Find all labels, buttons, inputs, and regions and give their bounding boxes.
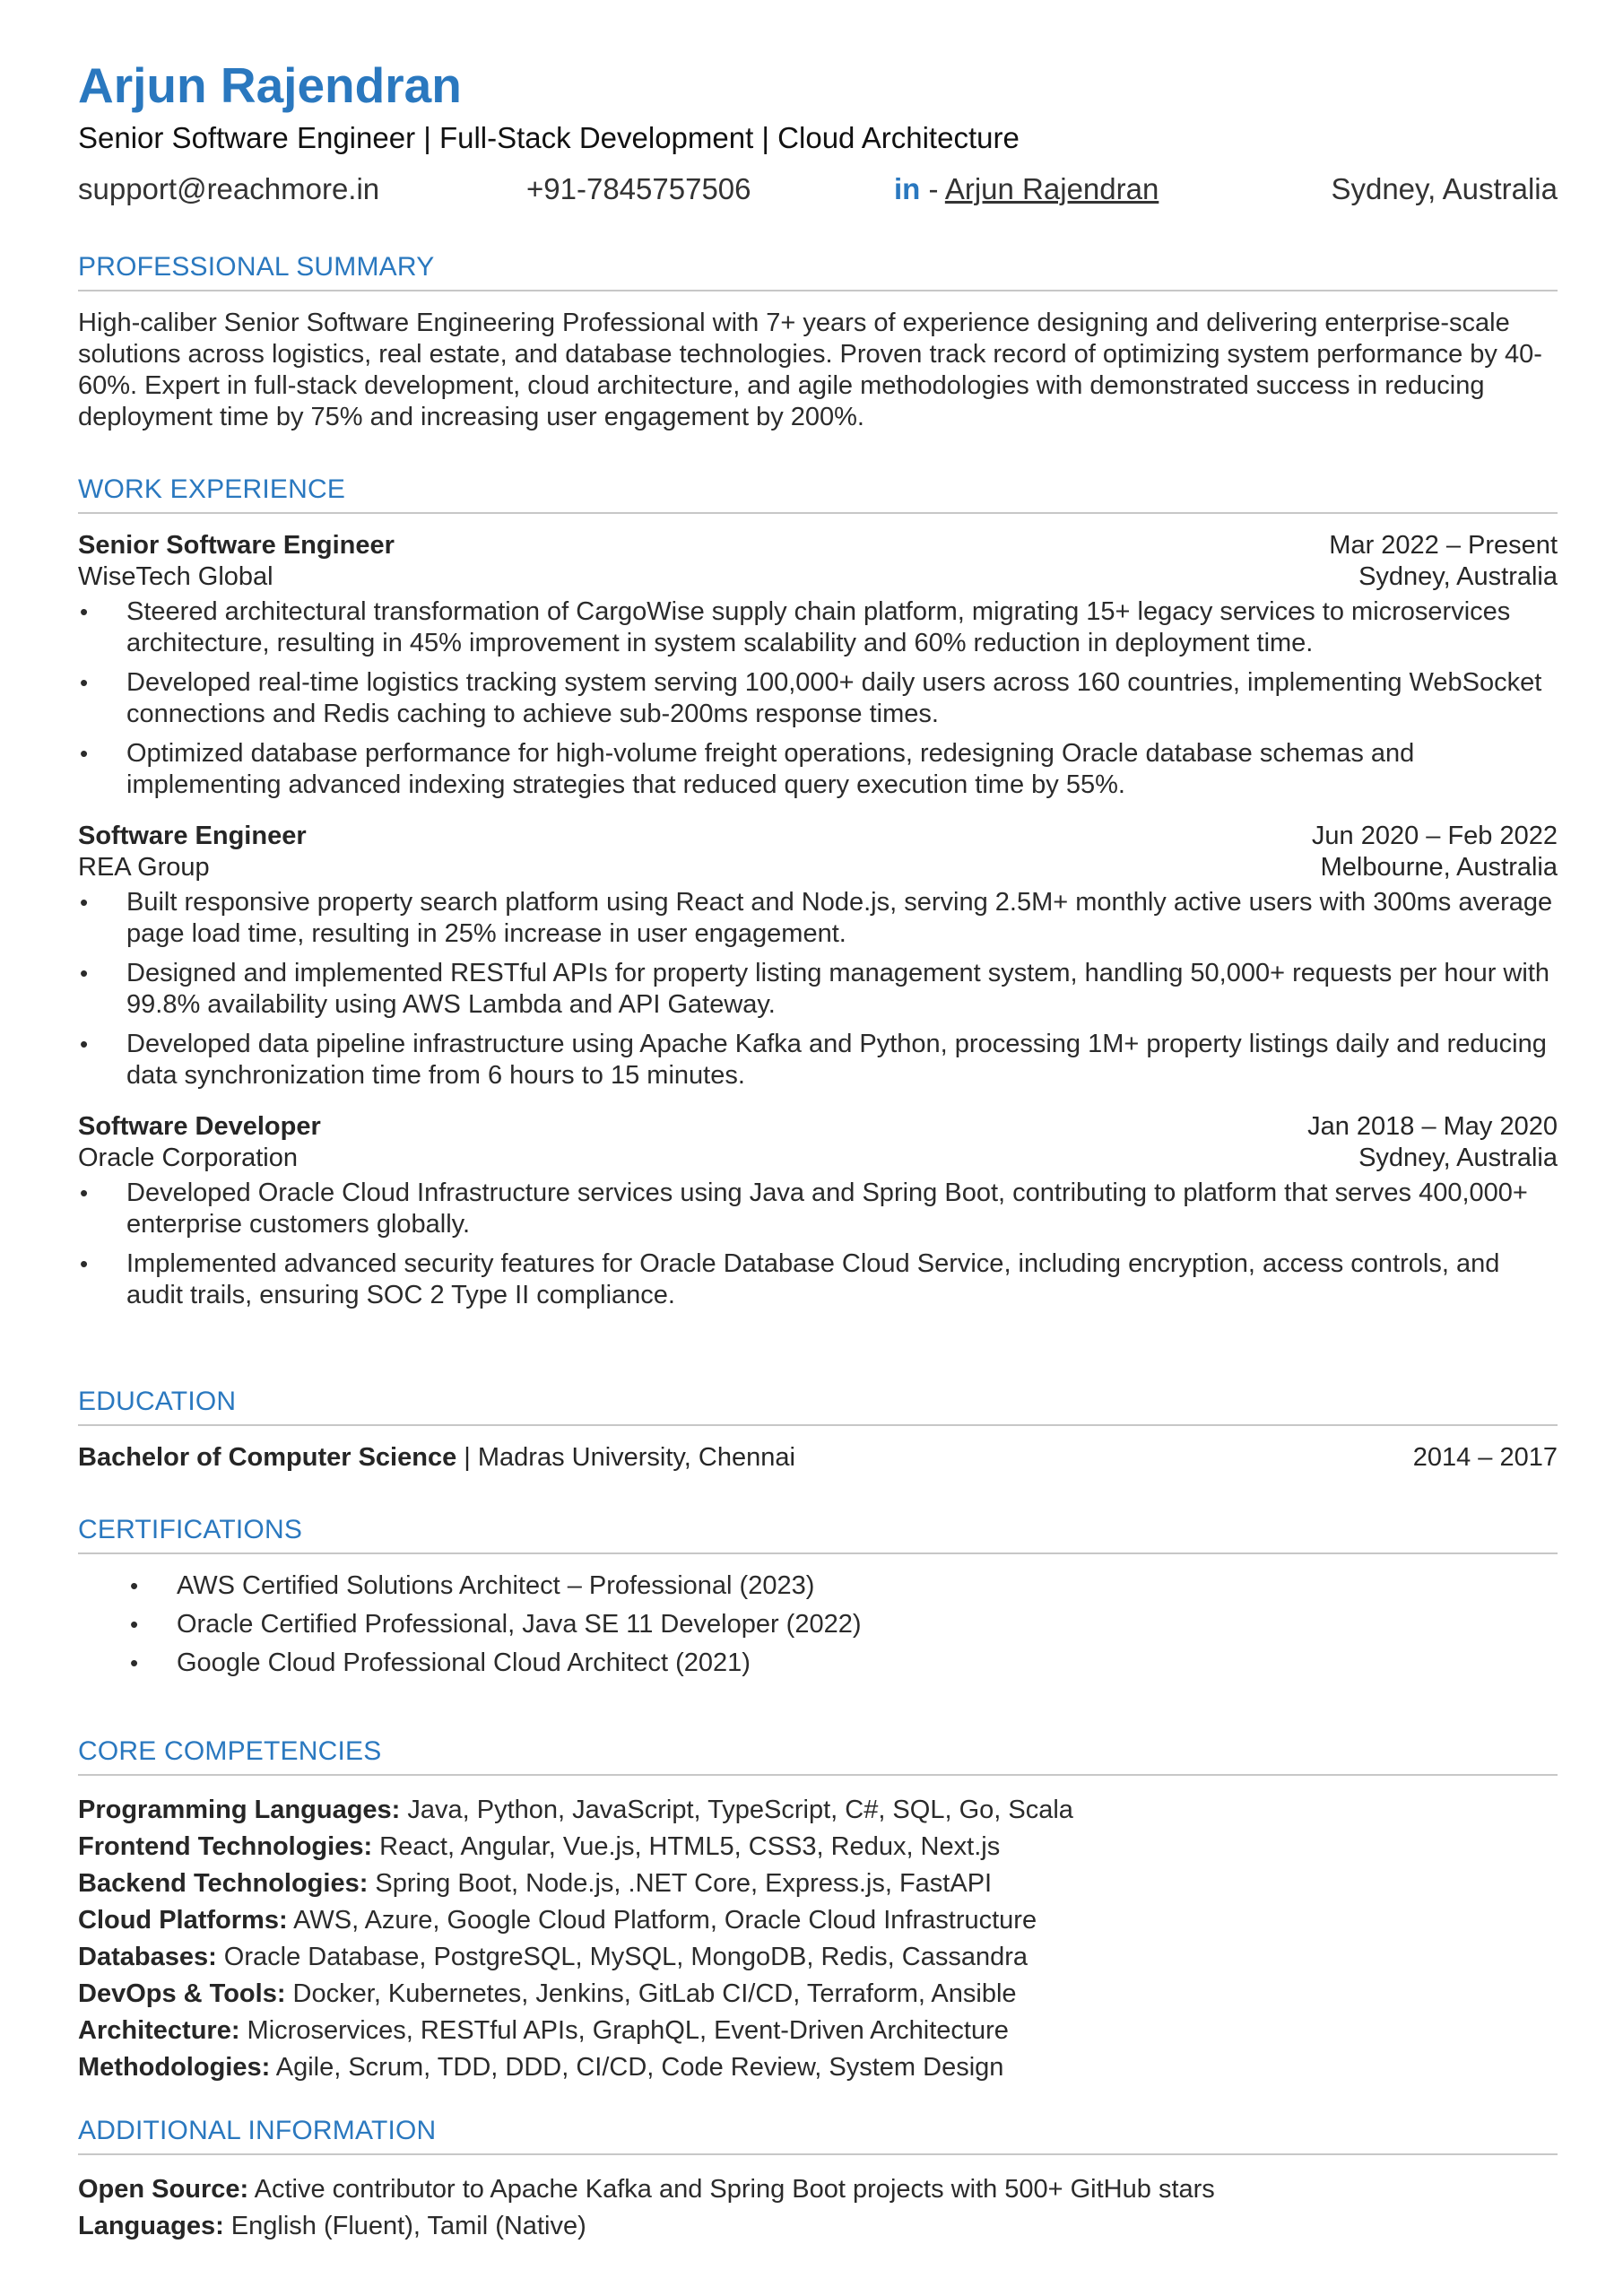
email-link[interactable]: support@reachmore.in <box>78 171 380 205</box>
additional-label: Languages: <box>78 2212 224 2240</box>
competency-value: Java, Python, JavaScript, TypeScript, C#, SQL, Go, Scala <box>400 1796 1073 1824</box>
summary-heading: PROFESSIONAL SUMMARY <box>78 254 1558 291</box>
competency-row <box>78 1792 1558 1829</box>
additional-value: English (Fluent), Tamil (Native) <box>223 2212 586 2240</box>
candidate-subtitle: Senior Software Engineer | Full-Stack Development | Cloud Architecture <box>78 121 1020 154</box>
job-bullet: • Built responsive property search platform using React and Node.js, serving 2.5M+ monthly active users with 300ms average page load time, resulting in 25% increase in user engagement. <box>78 887 1558 950</box>
job-entry <box>78 821 1558 1091</box>
job-bullets <box>78 596 1558 801</box>
additional-section <box>78 2118 1558 2245</box>
certifications-list <box>78 1570 1558 1679</box>
competency-value: Docker, Kubernetes, Jenkins, GitLab CI/CD, Terraform, Ansible <box>285 1979 1017 2008</box>
competency-row <box>78 1866 1558 1902</box>
competency-row <box>78 1829 1558 1866</box>
linkedin-icon: in <box>894 171 921 205</box>
candidate-name: Arjun Rajendran <box>78 57 462 113</box>
job-location: Melbourne, Australia <box>1320 853 1558 882</box>
job-company: WiseTech Global <box>78 562 273 591</box>
competency-value: Oracle Database, PostgreSQL, MySQL, MongoDB, Redis, Cassandra <box>216 1943 1028 1971</box>
degree-name: Bachelor of Computer Science <box>78 1443 457 1472</box>
job-company: Oracle Corporation <box>78 1144 298 1172</box>
competencies-heading: CORE COMPETENCIES <box>78 1738 1558 1776</box>
competency-value: Spring Boot, Node.js, .NET Core, Express.js, FastAPI <box>368 1869 993 1898</box>
linkedin-link[interactable]: Arjun Rajendran <box>944 171 1159 205</box>
certification-item: • AWS Certified Solutions Architect – Professional (2023) <box>78 1570 1558 1602</box>
additional-heading: ADDITIONAL INFORMATION <box>78 2118 1558 2155</box>
experience-heading: WORK EXPERIENCE <box>78 476 1558 514</box>
competency-row <box>78 1939 1558 1976</box>
competency-value: Microservices, RESTful APIs, GraphQL, Event-Driven Architecture <box>239 2016 1009 2045</box>
competency-value: AWS, Azure, Google Cloud Platform, Oracle Cloud Infrastructure <box>287 1906 1037 1935</box>
competency-label: Architecture: <box>78 2016 240 2045</box>
job-bullets <box>78 1178 1558 1311</box>
job-title: Software Engineer <box>78 822 307 850</box>
additional-label: Open Source: <box>78 2175 249 2204</box>
job-bullet: • Steered architectural transformation of CargoWise supply chain platform, migrating 15+ legacy services to microservices architecture, resulting in 45% improvement in system scalability and 60% reduction in deployment time. <box>78 596 1558 659</box>
experience-section <box>78 476 1558 1331</box>
job-bullet: • Developed data pipeline infrastructure using Apache Kafka and Python, processing 1M+ property listings daily and reducing data synchronization time from 6 hours to 15 minutes. <box>78 1029 1558 1091</box>
competency-label: Frontend Technologies: <box>78 1832 373 1861</box>
additional-row <box>78 2171 1558 2208</box>
job-bullet: • Developed real-time logistics tracking system serving 100,000+ daily users across 160 countries, implementing WebSocket connections and Redis caching to achieve sub-200ms response times. <box>78 667 1558 730</box>
contact-bar <box>78 172 1558 212</box>
degree-separator: | <box>456 1443 478 1472</box>
job-dates: Jun 2020 – Feb 2022 <box>1311 822 1558 850</box>
job-location: Sydney, Australia <box>1358 562 1558 591</box>
candidate-location: Sydney, Australia <box>1331 171 1558 205</box>
competencies-list <box>78 1792 1558 2086</box>
competency-value: Agile, Scrum, TDD, DDD, CI/CD, Code Review, System Design <box>270 2053 1004 2082</box>
competency-row <box>78 1976 1558 2013</box>
summary-section <box>78 254 1558 433</box>
job-bullet: • Optimized database performance for high-volume freight operations, redesigning Oracle database schemas and implementing advanced indexing strategies that reduced query execution time by 55%. <box>78 738 1558 801</box>
summary-text: High-caliber Senior Software Engineering Professional with 7+ years of experience designing and delivering enterprise-scale solutions across logistics, real estate, and database technologies. Proven track record of optimizing system performance by 40-60%. Expert in full-stack development, cloud architecture, and agile methodologies with demonstrated success in reducing deployment time by 75% and increasing user engagement by 200%. <box>78 309 1542 431</box>
job-title: Senior Software Engineer <box>78 531 395 560</box>
competency-label: Methodologies: <box>78 2053 271 2082</box>
competency-row <box>78 2049 1558 2086</box>
job-bullet: • Designed and implemented RESTful APIs for property listing management system, handling 50,000+ requests per hour with 99.8% availability using AWS Lambda and API Gateway. <box>78 958 1558 1021</box>
competency-label: Cloud Platforms: <box>78 1906 288 1935</box>
certification-item: • Google Cloud Professional Cloud Architect (2021) <box>78 1648 1558 1679</box>
certifications-heading: CERTIFICATIONS <box>78 1517 1558 1554</box>
competency-value: React, Angular, Vue.js, HTML5, CSS3, Redux, Next.js <box>372 1832 1001 1861</box>
competency-label: DevOps & Tools: <box>78 1979 286 2008</box>
job-entry <box>78 1111 1558 1311</box>
certification-item: • Oracle Certified Professional, Java SE 11 Developer (2022) <box>78 1609 1558 1640</box>
education-section <box>78 1388 1558 1474</box>
job-bullet: • Implemented advanced security features for Oracle Database Cloud Service, including encryption, access controls, and audit trails, ensuring SOC 2 Type II compliance. <box>78 1248 1558 1311</box>
competency-label: Databases: <box>78 1943 217 1971</box>
job-entry <box>78 530 1558 801</box>
resume-page <box>78 57 1558 2240</box>
resume-header <box>78 57 1558 212</box>
education-heading: EDUCATION <box>78 1388 1558 1426</box>
additional-row <box>78 2208 1558 2245</box>
additional-value: Active contributor to Apache Kafka and Spring Boot projects with 500+ GitHub stars <box>248 2175 1215 2204</box>
job-dates: Jan 2018 – May 2020 <box>1307 1112 1558 1141</box>
phone-number: +91-7845757506 <box>526 171 751 205</box>
school-name: Madras University, Chennai <box>477 1443 795 1472</box>
job-bullets <box>78 887 1558 1091</box>
competency-row <box>78 2013 1558 2049</box>
linkedin-separator: - <box>920 171 945 205</box>
linkedin-contact <box>894 172 1159 206</box>
competency-label: Backend Technologies: <box>78 1869 369 1898</box>
job-dates: Mar 2022 – Present <box>1329 531 1558 560</box>
competency-row <box>78 1902 1558 1939</box>
job-company: REA Group <box>78 853 210 882</box>
competency-label: Programming Languages: <box>78 1796 401 1824</box>
education-years: 2014 – 2017 <box>1412 1443 1558 1472</box>
job-location: Sydney, Australia <box>1358 1144 1558 1172</box>
job-title: Software Developer <box>78 1112 321 1141</box>
certifications-section <box>78 1517 1558 1686</box>
competencies-section <box>78 1738 1558 2086</box>
job-bullet: • Developed Oracle Cloud Infrastructure services using Java and Spring Boot, contributing to platform that serves 400,000+ enterprise customers globally. <box>78 1178 1558 1240</box>
